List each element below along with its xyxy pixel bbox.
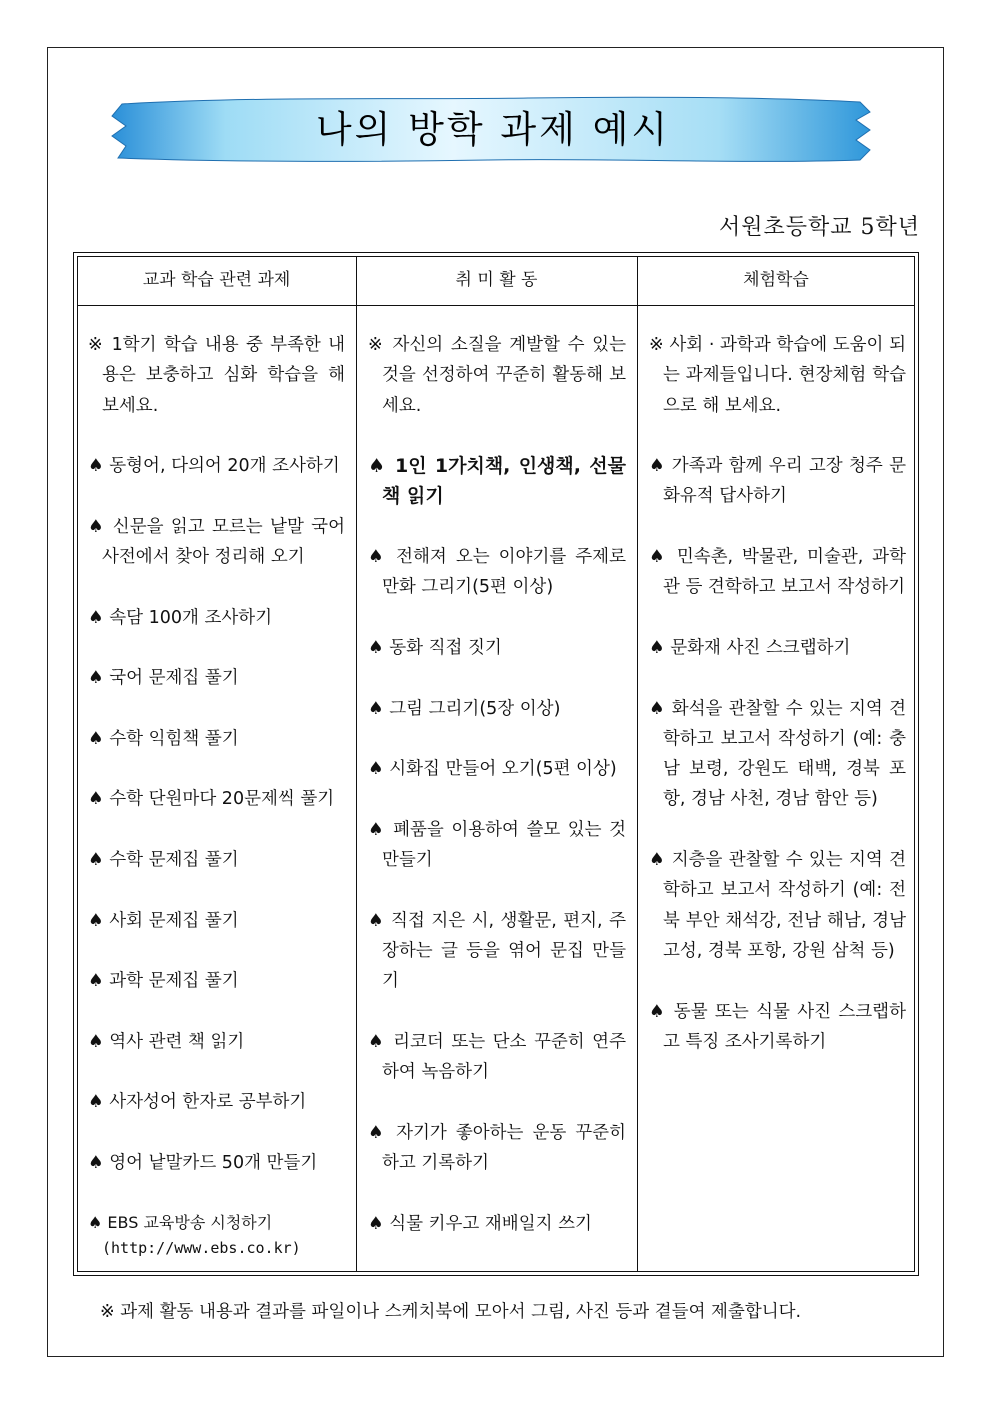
school-label: 서원초등학교 5학년	[718, 215, 920, 240]
list-item: ♠ 화석을 관찰할 수 있는 지역 견학하고 보고서 작성하기 (예: 충남 보령, 강원도 태백, 경북 포항, 경남 사천, 경남 함안 등)	[649, 698, 906, 810]
list-item: ♠ 수학 단원마다 20문제씩 풀기	[88, 789, 335, 810]
list-item: ♠ 가족과 함께 우리 고장 청주 문화유적 답사하기	[649, 456, 906, 507]
column-intro: ※ 1학기 학습 내용 중 부족한 내용은 보충하고 심화 학습을 해 보세요.	[88, 335, 345, 416]
list-item: ♠ 속담 100개 조사하기	[88, 607, 273, 628]
list-item: ♠ 영어 낱말카드 50개 만들기	[88, 1153, 318, 1174]
list-item: ♠ 전해져 오는 이야기를 주제로 만화 그리기(5편 이상)	[368, 547, 626, 598]
title-banner	[108, 96, 878, 164]
header-divider	[77, 305, 915, 306]
list-item: ♠ 민속촌, 박물관, 미술관, 과학관 등 견학하고 보고서 작성하기	[649, 547, 906, 598]
list-item: ♠ 문화재 사진 스크랩하기	[649, 637, 851, 658]
list-item: ♠ 지층을 관찰할 수 있는 지역 견학하고 보고서 작성하기 (예: 전북 부안 채석강, 전남 해남, 경남 고성, 경북 포항, 강원 삼척 등)	[649, 850, 906, 961]
list-item: ♠ 국어 문제집 풀기	[88, 668, 239, 689]
list-item: ♠ 역사 관련 책 읽기	[88, 1031, 245, 1052]
list-item: ♠ 수학 문제집 풀기	[88, 850, 239, 871]
ebs-url: (http://www.ebs.co.kr)	[102, 1238, 301, 1257]
list-item: ♠ 폐품을 이용하여 쓸모 있는 것 만들기	[368, 819, 626, 871]
column-divider	[356, 256, 357, 1272]
list-item: ♠ 리코더 또는 단소 꾸준히 연주하여 녹음하기	[368, 1031, 626, 1083]
list-item-reading: ♠ 1인 1가치책, 인생책, 선물책 읽기	[368, 455, 626, 508]
header-experience: 체험학습	[743, 270, 809, 290]
list-item: ♠ 동화 직접 짓기	[368, 637, 502, 658]
column-experience	[649, 330, 906, 1057]
list-item: ♠ 동물 또는 식물 사진 스크랩하고 특징 조사기록하기	[649, 1001, 906, 1052]
list-item: ♠ 과학 문제집 풀기	[88, 971, 239, 992]
list-item: ♠ 시화집 만들어 오기(5편 이상)	[368, 759, 617, 780]
page-title: 나의 방학 과제 예시	[315, 108, 671, 151]
list-item: ♠ 수학 익힘책 풀기	[88, 728, 239, 749]
column-divider	[637, 256, 638, 1272]
list-item: ♠ 신문을 읽고 모르는 낱말 국어사전에서 찾아 정리해 오기	[88, 516, 345, 568]
list-item-ebs: ♠ EBS 교육방송 시청하기	[88, 1212, 273, 1232]
header-hobby: 취 미 활 동	[455, 270, 538, 290]
column-intro: ※ 사회 · 과학과 학습에 도움이 되는 과제들입니다. 현장체험 학습으로 해 보세요.	[649, 335, 906, 416]
column-hobby	[368, 330, 626, 1239]
column-intro: ※ 자신의 소질을 계발할 수 있는 것을 선정하여 꾸준히 활동해 보세요.	[368, 335, 626, 416]
footer-note: ※ 과제 활동 내용과 결과를 파일이나 스케치북에 모아서 그림, 사진 등과 곁들여 제출합니다.	[100, 1302, 802, 1322]
list-item: ♠ 직접 지은 시, 생활문, 편지, 주장하는 글 등을 엮어 문집 만들기	[368, 910, 626, 992]
list-item: ♠ 사자성어 한자로 공부하기	[88, 1092, 307, 1113]
list-item: ♠ 식물 키우고 재배일지 쓰기	[368, 1213, 592, 1234]
list-item: ♠ 사회 문제집 풀기	[88, 910, 239, 931]
list-item: ♠ 동형어, 다의어 20개 조사하기	[88, 456, 340, 477]
list-item: ♠ 그림 그리기(5장 이상)	[368, 698, 561, 719]
column-subject-tasks	[88, 330, 345, 1260]
list-item: ♠ 자기가 좋아하는 운동 꾸준히 하고 기록하기	[368, 1122, 626, 1174]
header-subject-tasks: 교과 학습 관련 과제	[142, 270, 291, 290]
